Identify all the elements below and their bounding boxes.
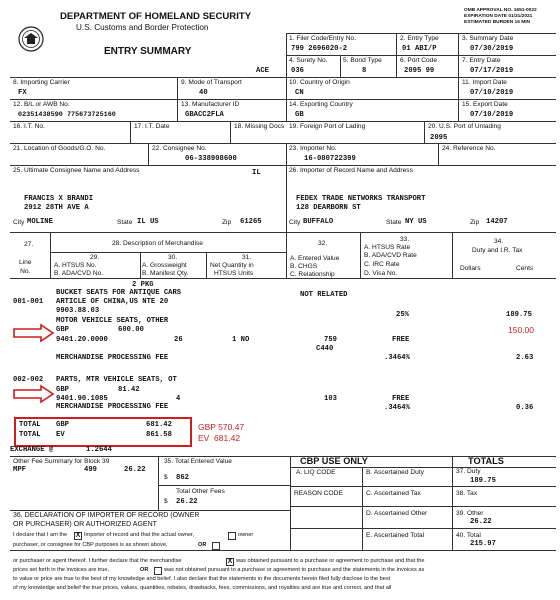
total-label: 40. Total [456,532,481,539]
red-arrow-icon [13,323,55,343]
col-32-label: 32. [318,240,328,247]
export-country-value: GB [295,111,304,119]
other-label: 39. Other [456,510,484,517]
reason-code-label: REASON CODE [294,490,343,497]
department-name: DEPARTMENT OF HOMELAND SECURITY [60,11,252,22]
total-entered-value: 862 [176,474,189,482]
reference-no-label: 24. Reference No. [442,145,496,152]
line-1-rate-1: 25% [396,311,409,319]
export-date-value: 07/10/2019 [470,111,514,119]
unlading-port-label: 20. U.S. Port of Unlading [428,123,501,130]
declaration-text-2: purchaser, or consignee for CBP purposes is as shown above, [13,542,168,548]
transport-mode-label: 9. Mode of Transport [181,79,242,86]
line-2-hts: 9401.90.1085 [56,395,108,403]
cbp-use-only-heading: CBP USE ONLY [300,456,368,466]
unlading-port-value: 2095 [430,134,448,142]
line-1-charges: C440 [316,345,334,353]
total-value: 215.97 [470,540,496,548]
red-note-ev: EV 681.42 [198,433,241,443]
declaration-text-4: prices set forth in the invoices are true, [13,567,110,573]
total-entered-value-label: 35. Total Entered Value [164,458,232,465]
col-33d-label: D. Visa No. [364,270,398,277]
importer-zip: 14207 [486,218,508,226]
liq-code-label: A. LIQ CODE [296,469,336,476]
port-code-value: 2095 99 [404,67,435,75]
importer-no-label: 23. Importer No. [289,145,337,152]
line-1-currency: GBP [56,326,69,334]
consignee-street: 2912 28TH AVE A [24,204,89,212]
manufacturer-id-label: 13. Manufacturer ID [181,101,240,108]
line-1-mpf-label: MERCHANDISE PROCESSING FEE [56,354,169,362]
line-1-duty: 189.75 [506,311,532,319]
surety-label: 4. Surety No. [289,57,328,64]
declaration-text-1b: Importer of record and that the actual owner, [84,532,195,538]
declaration-text-5: to value or price are true to the best of my knowledge and belief. I also declare that the statements in the documents herein filed fully disclose to the best [13,576,391,582]
line-1-mpf-rate: .3464% [384,354,410,362]
col-30b-label: B. Manifest Qty. [142,270,189,277]
col-29a-label: A. HTSUS No. [54,262,97,269]
red-note-gbp: GBP 570.47 [198,422,245,432]
col-33a-label: A. HTSUS Rate [364,244,411,251]
importer-city-label: City [289,219,301,226]
total-2-currency: EV [56,431,65,439]
line-1-hts-2: 9401.20.0000 [56,336,108,344]
line-2-mpf-rate: .3464% [384,404,410,412]
line-2-rate: FREE [392,395,410,403]
package-count: 2 PKG [132,281,154,289]
line-1-desc-3: MOTOR VEHICLE SEATS, OTHER [56,317,169,325]
consignee-zip-label: Zip [222,219,232,226]
red-arrow-icon [13,384,55,404]
line-1-annotation: 150.00 [508,325,534,335]
summary-date-label: 3. Summary Date [462,35,514,42]
consignee-state: IL US [137,218,159,226]
relationship-value: NOT RELATED [300,291,348,299]
declaration-text-1c: owner [238,532,254,538]
consignee-no-label: 22. Consignee No. [152,145,207,152]
line-2-currency: GBP [56,386,69,394]
declaration-heading-2: OR PURCHASER) OR AUTHORIZED AGENT [13,521,157,528]
col-32a-label: A. Entered Value [290,255,340,262]
col-34a-label: Duty and I.R. Tax [472,247,523,254]
omb-burden: ESTIMATED BURDEN 16 MIN [464,20,531,25]
importer-state-label: State [386,219,402,226]
col-line-no-label: Line No. [19,259,32,275]
bond-type-value: 8 [362,67,367,75]
importer-no-value: 16-080722399 [304,155,356,163]
export-country-label: 14. Exporting Country [289,101,353,108]
consignee-city: MOLINE [27,218,53,226]
import-date-value: 07/10/2019 [470,89,514,97]
total-2-label: TOTAL [19,431,41,439]
consignee-state-label: State [117,219,133,226]
col-31-label: 31. [242,254,252,261]
bl-awb-value: 02351438590 775673725160 [18,111,116,119]
bond-type-label: 5. Bond Type [343,57,382,64]
dollars-label: Dollars [460,265,481,272]
consignee-name: FRANCIS X BRANDI [24,195,94,203]
col-33b-label: B. ADA/CVD Rate [364,252,417,259]
line-1-mpf: 2.63 [516,354,534,362]
col-30-label: 30. [168,254,178,261]
total-entered-currency: $ [164,474,168,481]
mpf-amount: 26.22 [124,466,146,474]
line-1-value: 600.00 [118,326,144,334]
importer-address-label: 26. Importer of Record Name and Address [289,167,413,174]
line-1-unit: 1 NO [232,336,250,344]
consignee-state-header: IL [252,169,261,177]
col-29-label: 29. [90,254,100,261]
filer-code-label: 1. Filer Code/Entry No. [289,35,357,42]
entry-date-label: 7. Entry Date [462,57,501,64]
consignee-no-value: 06-338908600 [185,155,237,163]
ascertained-total-label: E. Ascertained Total [366,532,425,539]
carrier-label: 8. Importing Carrier [13,79,70,86]
other-fee-label: Other Fee Summary for Block 39 [13,458,110,465]
transport-mode-value: 40 [199,89,208,97]
line-2-qty: 4 [176,395,181,403]
missing-docs-label: 18. Missing Docs [234,123,285,130]
col-33c-label: C. IRC Rate [364,261,400,268]
col-30a-label: A. Grossweight [142,262,187,269]
totals-heading: TOTALS [468,456,504,466]
origin-country-label: 10. Country of Origin [289,79,350,86]
consignee-zip: 61265 [240,218,262,226]
filer-code-value: 799 2696020-2 [291,45,348,53]
ascertained-tax-label: C. Ascertained Tax [366,490,421,497]
col-27-label: 27. [24,241,34,248]
importer-city: BUFFALO [303,218,334,226]
entry-type-label: 2. Entry Type [400,35,439,42]
importer-zip-label: Zip [470,219,480,226]
ascertained-duty-label: B. Ascertained Duty [366,469,424,476]
col-29b-label: B. ADA/CVD No. [54,270,104,277]
total-1-value: 681.42 [146,421,172,429]
exchange-rate: 1.2644 [86,446,112,454]
importer-checkbox[interactable]: X [75,532,81,539]
consignee-city-label: City [13,219,25,226]
import-date-label: 11. Import Date [462,79,507,86]
surety-value: 036 [291,67,304,75]
duty-label: 37. Duty [456,468,481,475]
col-28-label: 28. Description of Merchandise [112,240,203,247]
bl-awb-label: 12. B/L or AWB No. [13,101,70,108]
line-1-desc-2: ARTICLE OF CHINA,US NTE 20 [56,298,169,306]
declaration-text-4b: was not obtained pursuant to a purchase or agreement to purchase and the statements in the invoices as [164,567,425,573]
importer-state: NY US [405,218,427,226]
line-2-mpf: 0.36 [516,404,534,412]
declaration-heading: 36. DECLARATION OF IMPORTER OF RECORD (OWNER [13,512,200,519]
line-2-mpf-label: MERCHANDISE PROCESSING FEE [56,403,169,411]
col-33-label: 33. [400,236,410,243]
port-code-label: 6. Port Code [400,57,438,64]
entry-date-value: 07/17/2019 [470,67,514,75]
purchaser-checkbox[interactable] [212,542,220,550]
total-other-fees: 26.22 [176,498,198,506]
line-1-hts-1: 9903.88.03 [56,307,100,315]
col-34-label: 34. [494,238,504,245]
it-date-label: 17. I.T. Date [134,123,170,130]
ace-marker: ACE [256,67,269,75]
declaration-text-6: of my knowledge and belief the true prices, values, quantities, rebates, drawbacks, fees, commissions, and royalties and are true and correct, and that all [13,585,392,591]
total-1-currency: GBP [56,421,69,429]
manufacturer-id-value: GBACC2FLA [185,111,224,119]
export-date-label: 15. Export Date [462,101,508,108]
line-1-desc-1: BUCKET SEATS FOR ANTIQUE CARS [56,289,182,297]
line-2-value: 81.42 [118,386,140,394]
consignee-address-label: 25. Ultimate Consignee Name and Address [13,167,140,174]
total-2-value: 861.58 [146,431,172,439]
omb-expiration: EXPIRATION DATE 01/31/2021 [464,14,533,19]
summary-date-value: 07/30/2019 [470,45,514,53]
carrier-value: FX [18,89,27,97]
importer-name: FEDEX TRADE NETWORKS TRANSPORT [296,195,426,203]
owner-checkbox[interactable] [228,532,236,540]
declaration-text-3: or purchaser or agent thereof. I further declare that the merchandise [13,558,182,564]
line-2-entered-value: 103 [324,395,337,403]
ascertained-other-label: D. Ascertained Other [366,510,428,517]
mpf-code: MPF [13,466,26,474]
total-other-fees-currency: $ [164,498,168,505]
form-title: ENTRY SUMMARY [104,46,192,57]
col-32b-label: B. CHGS [290,263,318,270]
declaration-text-1: I declare that I am the [13,532,68,538]
declaration-text-3b: was obtained pursuant to a purchase or agreement to purchase and that the [236,558,425,564]
line-2-desc: PARTS, MTR VEHICLE SEATS, OT [56,376,177,384]
col-31a-label: Net Quantity in [210,262,254,269]
dhs-seal-icon [18,26,44,52]
total-1-label: TOTAL [19,421,41,429]
importer-street: 128 DEARBORN ST [296,204,361,212]
origin-country-value: CN [295,89,304,97]
cents-label: Cents [516,265,534,272]
col-31b-label: HTSUS Units [214,270,254,277]
omb-approval: OMB APPROVAL NO. 1651-0022 [464,8,537,13]
line-1-rate-2: FREE [392,336,410,344]
tax-label: 38. Tax [456,490,478,497]
lading-port-label: 19. Foreign Port of Lading [289,123,366,130]
col-32c-label: C. Relationship [290,271,335,278]
goods-location-label: 21. Location of Goods/G.O. No. [13,145,106,152]
line-2-number: 002-002 [13,376,44,384]
other-value: 26.22 [470,518,492,526]
declaration-or: OR [198,542,207,548]
total-other-fees-label: Total Other Fees [176,488,225,495]
declaration-or-2: OR [140,567,149,573]
not-obtained-checkbox[interactable] [154,567,162,575]
line-1-entered-value: 759 [324,336,337,344]
entry-type-value: 01 ABI/P [402,45,437,53]
merchandise-checkbox[interactable]: X [227,558,233,565]
line-1-qty: 26 [174,336,183,344]
duty-value: 189.75 [470,477,496,485]
exchange-label: EXCHANGE @ [10,446,54,454]
mpf-base: 499 [84,466,97,474]
agency-name: U.S. Customs and Border Protection [76,23,209,32]
line-1-number: 001-001 [13,298,44,306]
it-no-label: 16. I.T. No. [13,123,45,130]
